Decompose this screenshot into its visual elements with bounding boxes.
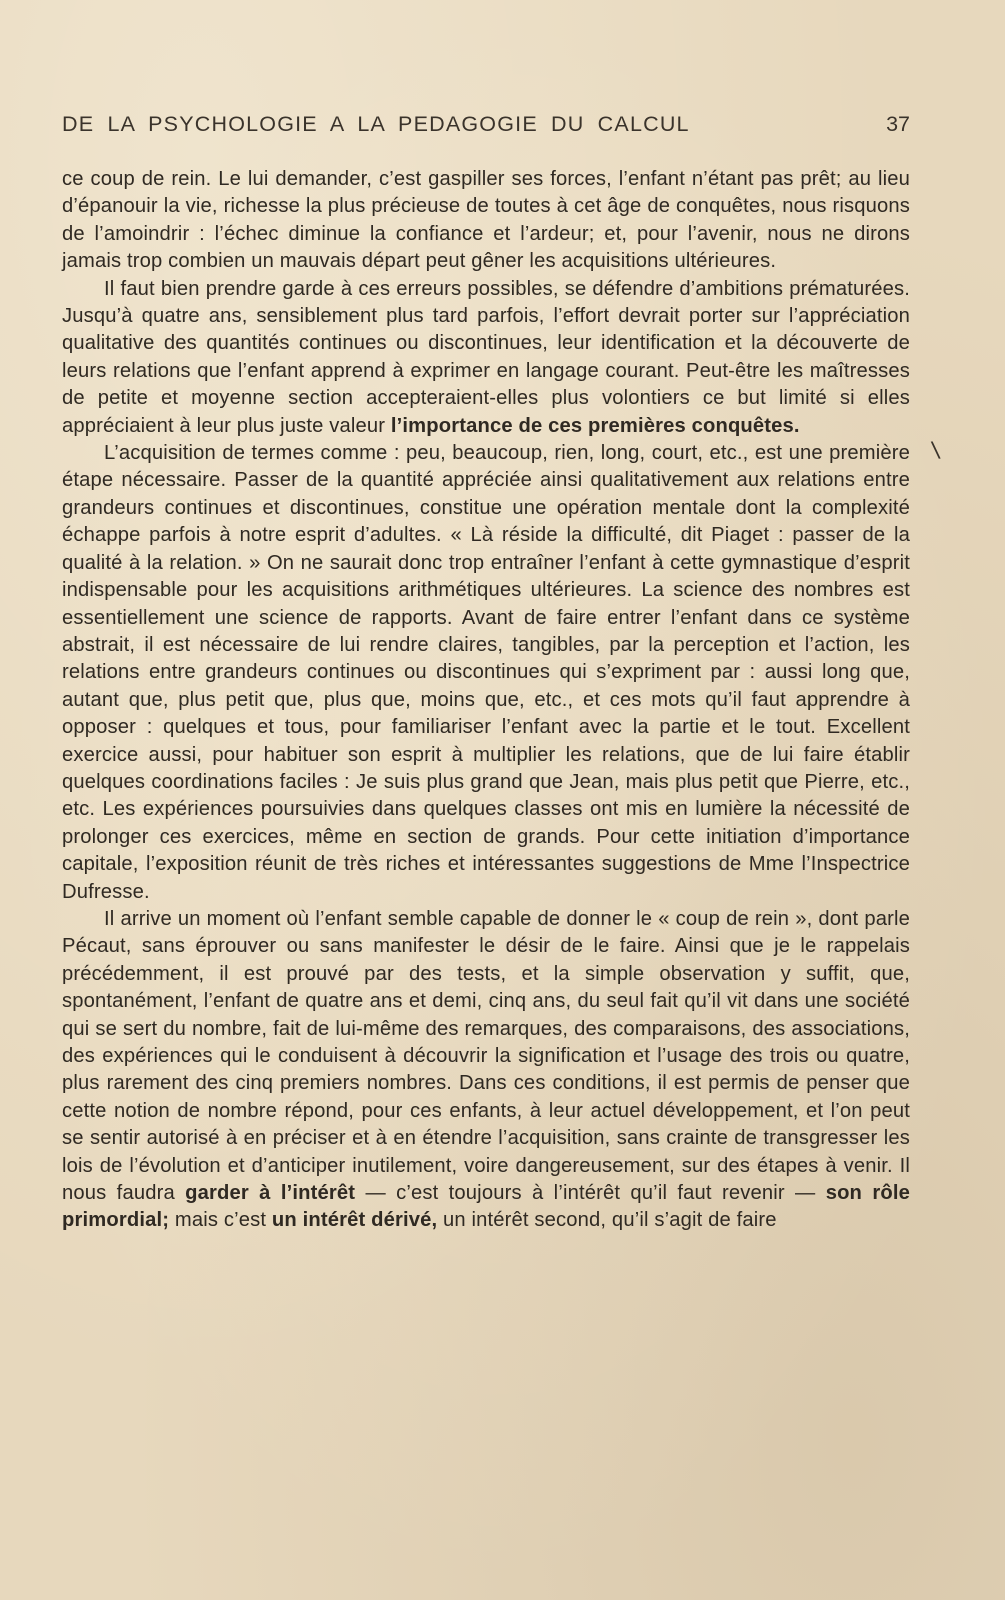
margin-pencil-mark: \ [930, 437, 942, 464]
paragraph-1 [62, 166, 910, 276]
paragraph-3 [62, 440, 910, 906]
page-number: 37 [886, 112, 910, 136]
paragraph-2 [62, 276, 910, 440]
bold-phrase: un intérêt dérivé, [271, 1209, 438, 1232]
running-head [62, 112, 910, 140]
bold-phrase: l’importance de ces premières conquêtes. [390, 414, 800, 437]
body-text [62, 166, 910, 1235]
bold-phrase: garder à l’intérêt [185, 1182, 356, 1205]
text-run: mais c’est [169, 1209, 272, 1232]
text-run: — c’est toujours à l’intérêt qu’il faut revenir — [355, 1182, 826, 1205]
text-run: Il faut bien prendre garde à ces erreurs possibles, se défendre d’ambitions prématurées. Jusqu’à quatre ans, sensiblement plus tard parfois, l’effort devrait porter sur l’appréciation qualitative des quantités continues ou discontinues, leur identification et la découverte de leurs relations que l’enfant apprend à exprimer en langage courant. Peut-être les maîtresses de petite et moyenne section accepteraient-elles plus volontiers ce but limité si elles appréciaient à leur plus juste valeur [62, 277, 910, 437]
text-run: un intérêt second, qu’il s’agit de faire [437, 1209, 777, 1232]
paragraph-4 [62, 906, 910, 1235]
text-run: ce coup de rein. Le lui demander, c’est gaspiller ses forces, l’enfant n’étant pas prêt; au lieu d’épanouir la vie, richesse la plus précieuse de toutes à cet âge de conquêtes, nous risquons de l’amoindrir : l’échec diminue la confiance et l’ardeur; et, pour l’avenir, nous ne dirons jamais trop combien un mauvais départ peut gêner les acquisitions ultérieures. [62, 168, 910, 273]
running-title: DE LA PSYCHOLOGIE A LA PEDAGOGIE DU CALCUL [62, 112, 690, 136]
text-run: Il arrive un moment où l’enfant semble capable de donner le « coup de rein », dont parle Pécaut, sans éprouver ou sans manifester le désir de le faire. Ainsi que je le rappelais précédemment, il est prouvé par des tests, et la simple observation y suffit, que, spontanément, l’enfant de quatre ans et demi, cinq ans, du seul fait qu’il vit dans une société qui se sert du nombre, fait de lui-même des remarques, des comparaisons, des associations, des expériences qui le conduisent à découvrir la signification et l’usage des trois ou quatre, plus rarement des cinq premiers nombres. Dans ces conditions, il est permis de penser que cette notion de nombre répond, pour ces enfants, à leur actuel développement, et l’on peut se sentir autorisé à en préciser et à en étendre l’acquisition, sans crainte de transgresser les lois de l’évolution et d’anticiper inutilement, voire dangereusement, sur des étapes à venir. Il nous faudra [62, 907, 910, 1205]
bold-phrase: son rôle primordial; [62, 1182, 910, 1232]
text-run: L’acquisition de termes comme : peu, beaucoup, rien, long, court, etc., est une première étape nécessaire. Passer de la quantité appréciée ainsi qualitativement aux relations entre grandeurs continues et discontinues, constitue une opération mentale dont la complexité échappe parfois à notre esprit d’adultes. « Là réside la difficulté, dit Piaget : passer de la qualité à la relation. » On ne saurait donc trop entraîner l’enfant à cette gymnastique d’esprit indispensable pour les acquisitions arithmétiques ultérieures. La science des nombres est essentiellement une science de rapports. Avant de faire entrer l’enfant dans ce système abstrait, il est nécessaire de lui rendre claires, tangibles, par la perception et l’action, les relations entre grandeurs continues ou discontinues qui s’expriment par : aussi long que, autant que, plus petit que, plus que, moins que, etc., et ces mots qu’il faut apprendre à opposer : quelques et tous, pour familiariser l’enfant avec la partie et le tout. Excellent exercice aussi, pour habituer son esprit à multiplier les relations, que de lui faire établir quelques coordinations faciles : Je suis plus grand que Jean, mais plus petit que Pierre, etc., etc. Les expériences poursuivies dans quelques classes ont mis en lumière la nécessité de prolonger ces exercices, même en section de grands. Pour cette initiation d’importance capitale, l’exposition réunit de très riches et intéressantes suggestions de Mme l’Inspectrice Dufresse. [62, 442, 910, 903]
